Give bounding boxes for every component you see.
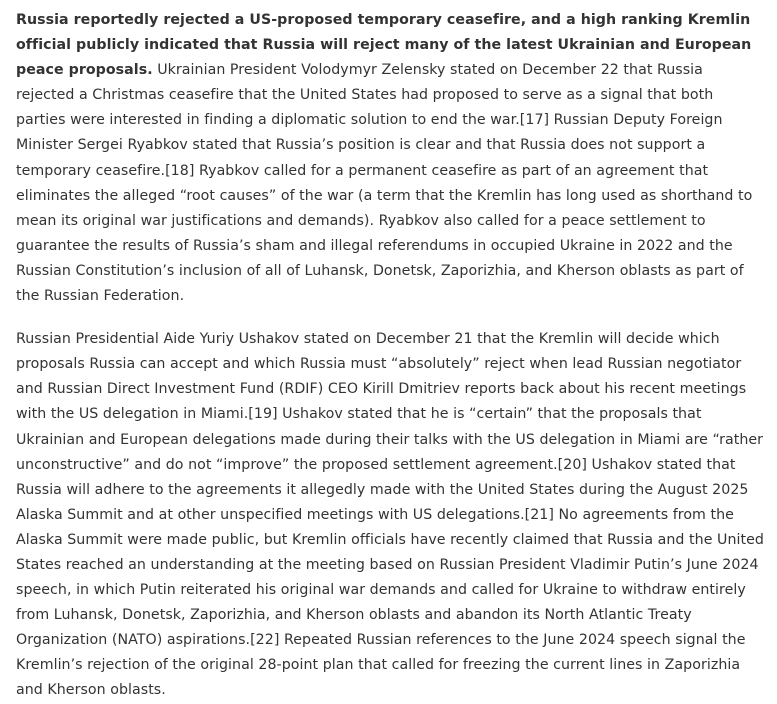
paragraph-1 (16, 8, 765, 309)
paragraph-1-lead: Russia reportedly rejected a US-proposed temporary ceasefire, and a high ranking Kremlin official publicly indicated that Russia will reject many of the latest Ukrainian and European peace proposals. (16, 12, 752, 79)
paragraph-2-body: Russian Presidential Aide Yuriy Ushakov stated on December 21 that the Kremlin will decide which proposals Russia can accept and which Russia must “absolutely” reject when lead Russian negotiator and Russian Direct Investment Fund (RDIF) CEO Kirill Dmitriev reports back about his recent meetings with the US delegation in Miami.[19] Ushakov stated that he is “certain” that the proposals that Ukrainian and European delegations made during their talks with the US delegation in Miami are “rather unconstructive” and do not “improve” the proposed settlement agreement.[20] Ushakov stated that Russia will adhere to the agreements it allegedly made with the United States during the August 2025 Alaska Summit and at other unspecified meetings with US delegations.[21] No agreements from the Alaska Summit were made public, but Kremlin officials have recently claimed that Russia and the United States reached an understanding at the meeting based on Russian President Vladimir Putin’s June 2024 speech, in which Putin reiterated his original war demands and called for Ukraine to withdraw entirely from Luhansk, Donetsk, Zaporizhia, and Kherson oblasts and abandon its North Atlantic Treaty Organization (NATO) aspirations.[22] Repeated Russian references to the June 2024 speech signal the Kremlin’s rejection of the original 28-point plan that called for freezing the current lines in Zaporizhia and Kherson oblasts. (16, 331, 764, 699)
paragraph-1-body: Ukrainian President Volodymyr Zelensky stated on December 22 that Russia rejected a Christmas ceasefire that the United States had proposed to serve as a signal that both parties were interested in finding a diplomatic solution to end the war.[17] Russian Deputy Foreign Minister Sergei Ryabkov stated that Russia’s position is clear and that Russia does not support a temporary ceasefire.[18] Ryabkov called for a permanent ceasefire as part of an agreement that eliminates the alleged “root causes” of the war (a term that the Kremlin has long used as shorthand to mean its original war justifications and demands). Ryabkov also called for a peace settlement to guarantee the results of Russia’s sham and illegal referendums in occupied Ukraine in 2022 and the Russian Constitution’s inclusion of all of Luhansk, Donetsk, Zaporizhia, and Kherson oblasts as part of the Russian Federation. (16, 62, 753, 305)
paragraph-2 (16, 327, 765, 703)
